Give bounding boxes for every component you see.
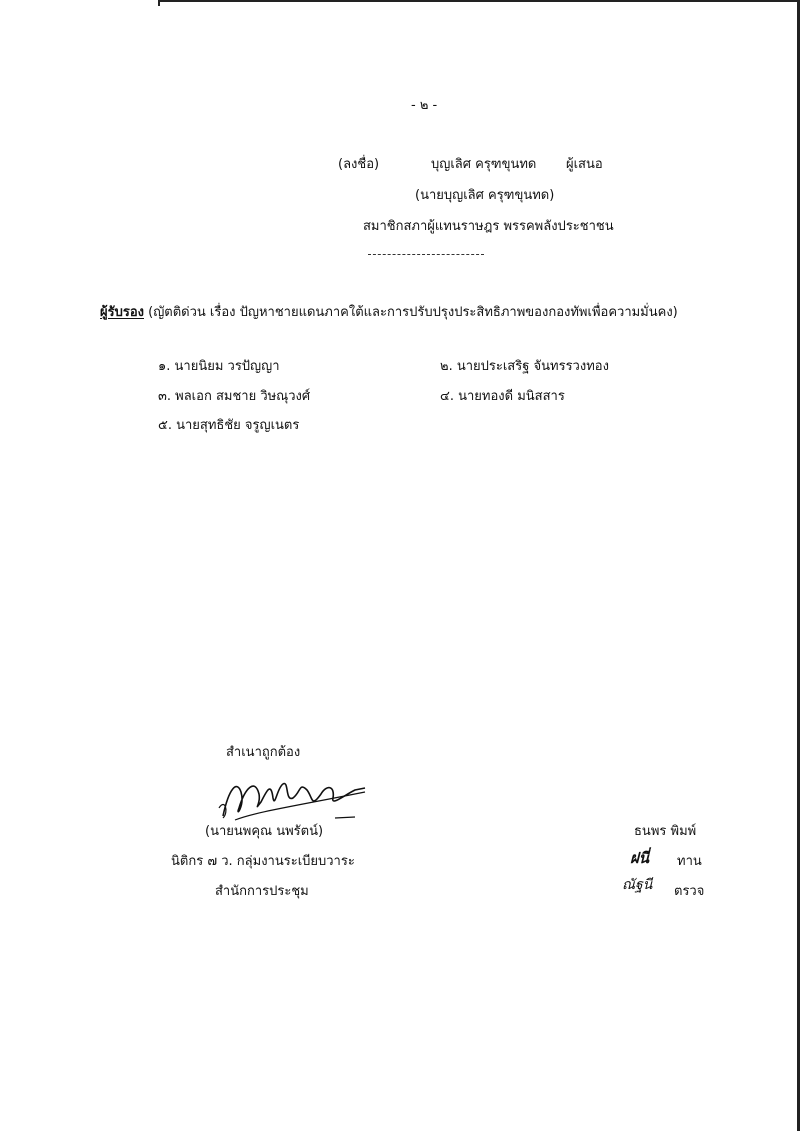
- certification-title: สำเนาถูกต้อง: [226, 745, 301, 760]
- endorsers-line: [100, 301, 678, 322]
- page-top-border: [160, 0, 800, 2]
- typed-by: ธนพร พิมพ์: [634, 824, 697, 839]
- verifier-signature: ณัฐนี: [622, 877, 653, 893]
- endorser-5: ๕. นายสุทธิชัย จรูญเนตร: [158, 418, 300, 433]
- endorser-3: ๓. พลเอก สมชาย วิษณุวงศ์: [158, 389, 311, 404]
- certifier-office: สำนักการประชุม: [215, 884, 309, 899]
- signed-name: บุญเลิศ ครุฑขุนทด: [431, 157, 537, 172]
- checked-label: ทาน: [677, 854, 702, 869]
- page-number: - ๒ -: [411, 98, 438, 113]
- proposer-full-name: (นายบุญเลิศ ครุฑขุนทด): [415, 188, 555, 203]
- endorser-4: ๔. นายทองดี มนิสสาร: [440, 389, 565, 404]
- page-corner-mark: [158, 0, 160, 6]
- verified-label: ตรวจ: [674, 884, 705, 899]
- separator-line: [368, 254, 484, 255]
- endorsers-heading: ผู้รับรอง: [100, 305, 144, 320]
- checker-signature: ฝนี่: [630, 849, 650, 867]
- certifier-position: นิติกร ๗ ว. กลุ่มงานระเบียบวาระ: [171, 854, 355, 869]
- certifier-signature: [215, 768, 375, 828]
- proposer-position: สมาชิกสภาผู้แทนราษฎร พรรคพลังประชาชน: [363, 219, 614, 234]
- sign-label: (ลงชื่อ): [338, 157, 380, 172]
- endorsers-subject: (ญัตติด่วน เรื่อง ปัญหาชายแดนภาคใต้และการปรับปรุงประสิทธิภาพของกองทัพเพื่อความมั่นคง): [148, 305, 678, 320]
- certifier-name: (นายนพคุณ นพรัตน์): [205, 824, 324, 839]
- endorser-2: ๒. นายประเสริฐ จันทรรวงทอง: [440, 359, 609, 374]
- endorser-1: ๑. นายนิยม วรปัญญา: [158, 359, 280, 374]
- proposer-role: ผู้เสนอ: [566, 157, 603, 172]
